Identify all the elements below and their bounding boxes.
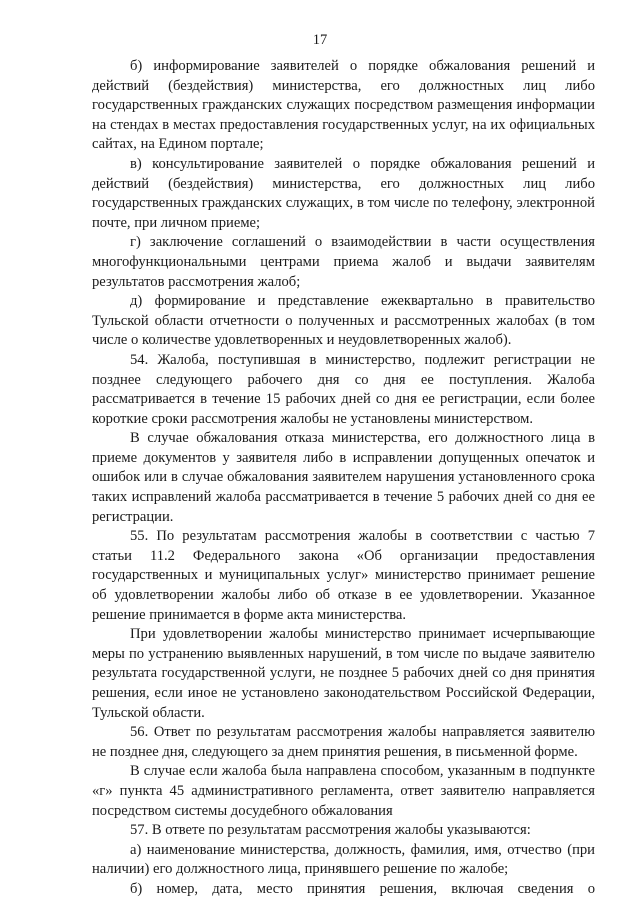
paragraph-57-b: б) номер, дата, место принятия решения, включая сведения о [130,880,595,897]
document-body [92,57,595,900]
paragraph-v-consulting: в) консультирование заявителей о порядке обжалования решений и действий (бездействия) министерства, его должностных лиц либо государственных гражданских служащих, в том числе по телефону, электронной почте, при личном приеме; [92,155,595,231]
paragraph-57: 57. В ответе по результатам рассмотрения жалобы указываются: [130,822,531,839]
paragraph-55: 55. По результатам рассмотрения жалобы в соответствии с частью 7 статьи 11.2 Федерального закона «Об организации предоставления государственных и муниципальных услуг» министерство принимает решение об удовлетворении жалобы либо об отказе в ее удовлетворении. Указанное решение принимается в форме акта министерства. [92,528,595,623]
paragraph-g-agreements: г) заключение соглашений о взаимодействии в части осуществления многофункциональными центрами приема жалоб и выдачи заявителям результатов рассмотрения жалоб; [92,234,595,290]
paragraph-55-satisfaction: При удовлетворении жалобы министерство принимает исчерпывающие меры по устранению выявленных нарушений, в том числе по выдаче заявителю результата государственной услуги, не позднее 5 рабочих дней со дня принятия решения, если иное не установлено законодательством Российской Федерации, Тульской области. [92,626,595,721]
paragraph-54: 54. Жалоба, поступившая в министерство, подлежит регистрации не позднее следующего рабочего дня со дня ее поступления. Жалоба рассматривается в течение 15 рабочих дней со дня ее регистрации, если более короткие сроки рассмотрения жалобы не установлены министерством. [92,351,595,427]
paragraph-54-refusal: В случае обжалования отказа министерства, его должностного лица в приеме документов у заявителя либо в исправлении допущенных опечаток и ошибок или в случае обжалования заявителем нарушения установленного срока таких исправлений жалоба рассматривается в течение 5 рабочих дней со дня ее регистрации. [92,430,595,525]
page-number: 17 [312,32,328,48]
paragraph-57-a: а) наименование министерства, должность, фамилия, имя, отчество (при наличии) его должностного лица, принявшего решение по жалобе; [92,841,595,878]
paragraph-56: 56. Ответ по результатам рассмотрения жалобы направляется заявителю не позднее дня, следующего за днем принятия решения, в письменной форме. [92,724,595,760]
paragraph-56-system: В случае если жалоба была направлена способом, указанным в подпункте «г» пункта 45 административного регламента, ответ заявителю направляется посредством системы досудебного обжалования [92,763,595,819]
paragraph-b-informing: б) информирование заявителей о порядке обжалования решений и действий (бездействия) министерства, его должностных лиц либо государственных гражданских служащих посредством размещения информации на стендах в местах предоставления государственных услуг, на их официальных сайтах, на Едином портале; [92,58,595,153]
paragraph-d-reporting: д) формирование и представление ежеквартально в правительство Тульской области отчетности о полученных и рассмотренных жалобах (в том числе о количестве удовлетворенных и неудовлетворенных жалоб). [92,293,595,349]
